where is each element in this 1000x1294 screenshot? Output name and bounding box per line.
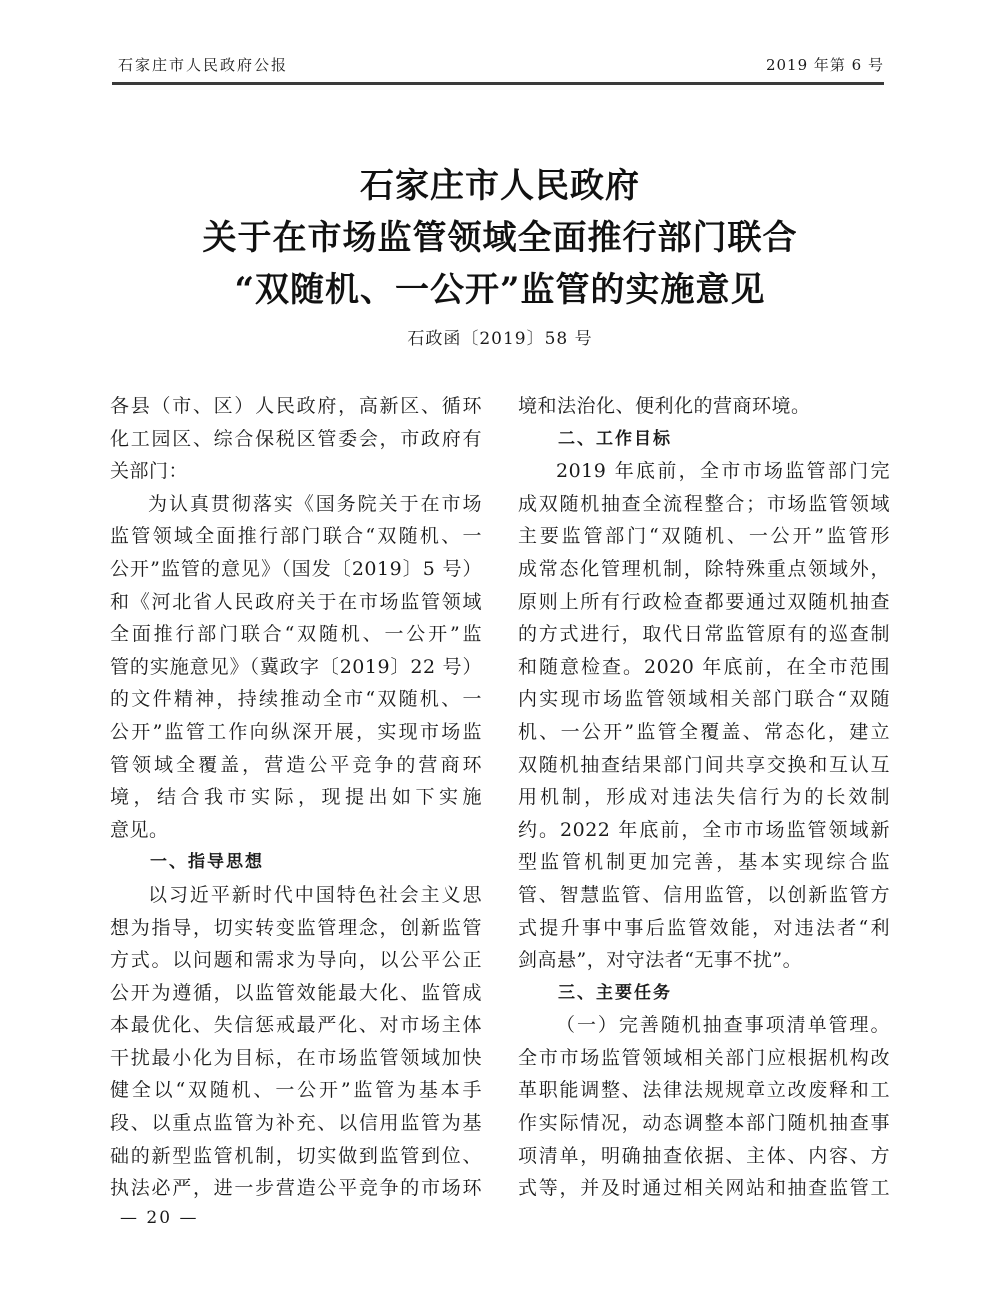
section1-line: 方式。以问题和需求为导向，以公平公正 bbox=[110, 949, 482, 972]
addressee-line: 各县（市、区）人民政府，高新区、循环 bbox=[110, 395, 482, 417]
section2-line: 和随意检查。2020 年底前，在全市范围 bbox=[518, 655, 890, 678]
section-heading-work-goals: 二、工作目标 bbox=[558, 428, 672, 449]
section2-line: 用机制，形成对违法失信行为的长效制 bbox=[518, 786, 890, 809]
section2-line: 约。2022 年底前，全市市场监管领域新 bbox=[518, 818, 890, 841]
section2-line: 成常态化管理机制，除特殊重点领域外， bbox=[518, 557, 890, 580]
section2-line: 原则上所有行政检查都要通过双随机抽查 bbox=[518, 590, 890, 613]
intro-line: 管领域全覆盖，营造公平竞争的营商环 bbox=[110, 753, 482, 776]
section1-line: 础的新型监管机制，切实做到监管到位、 bbox=[110, 1144, 482, 1167]
intro-line: 管的实施意见》（冀政字〔2019〕22 号） bbox=[110, 655, 482, 678]
section2-line: 管、智慧监管、信用监管，以创新监管方 bbox=[518, 883, 890, 906]
section3-line: 项清单，明确抽查依据、主体、内容、方 bbox=[518, 1144, 890, 1167]
header-divider bbox=[112, 82, 884, 85]
section3-line: 全市市场监管领域相关部门应根据机构改 bbox=[518, 1046, 890, 1069]
page-number: — 20 — bbox=[120, 1208, 199, 1228]
section3-line: 作实际情况，动态调整本部门随机抽查事 bbox=[518, 1112, 890, 1135]
title-line-2: 关于在市场监管领域全面推行部门联合 bbox=[202, 218, 798, 258]
continuation-line: 境和法治化、便利化的营商环境。 bbox=[518, 395, 811, 417]
intro-line: 全面推行部门联合“双随机、一公开”监 bbox=[110, 623, 482, 646]
intro-line: 为认真贯彻落实《国务院关于在市场 bbox=[148, 492, 482, 515]
section-heading-main-tasks: 三、主要任务 bbox=[558, 982, 672, 1003]
section2-line: 式提升事中事后监管效能，对违法者“利 bbox=[518, 916, 890, 939]
section1-line: 干扰最小化为目标，在市场监管领域加快 bbox=[110, 1046, 482, 1069]
addressee-line: 关部门： bbox=[110, 460, 189, 483]
section2-line: 型监管机制更加完善，基本实现综合监 bbox=[518, 851, 890, 874]
document-number: 石政函〔2019〕58 号 bbox=[407, 329, 593, 349]
section-heading-guiding-ideology: 一、指导思想 bbox=[150, 852, 264, 873]
section2-line: 2019 年底前，全市市场监管部门完 bbox=[556, 460, 890, 483]
section1-line: 执法必严，进一步营造公平竞争的市场环 bbox=[110, 1177, 482, 1200]
section2-line: 剑高悬”，对守法者“无事不扰”。 bbox=[518, 949, 803, 972]
intro-line: 意见。 bbox=[110, 818, 169, 841]
section2-line: 的方式进行，取代日常监管原有的巡查制 bbox=[518, 623, 890, 646]
section2-line: 内实现市场监管领域相关部门联合“双随 bbox=[518, 688, 890, 711]
addressee-line: 化工园区、综合保税区管委会，市政府有 bbox=[110, 427, 482, 450]
publication-name: 石家庄市人民政府公报 bbox=[118, 56, 289, 74]
left-column bbox=[110, 390, 482, 1205]
section2-line: 成双随机抽查全流程整合；市场监管领域 bbox=[518, 492, 890, 515]
right-column bbox=[518, 390, 890, 1205]
title-line-1: 石家庄市人民政府 bbox=[360, 166, 640, 206]
section1-line: 想为指导，切实转变监管理念，创新监管 bbox=[110, 916, 482, 939]
section3-line: （一）完善随机抽查事项清单管理。 bbox=[556, 1014, 890, 1037]
intro-line: 监管领域全面推行部门联合“双随机、一 bbox=[110, 525, 482, 548]
section1-line: 公开为遵循，以监管效能最大化、监管成 bbox=[110, 981, 482, 1004]
intro-line: 的文件精神，持续推动全市“双随机、一 bbox=[110, 688, 482, 711]
section1-line: 本最优化、失信惩戒最严化、对市场主体 bbox=[110, 1014, 482, 1037]
section2-line: 主要监管部门“双随机、一公开”监管形 bbox=[518, 525, 890, 548]
section3-line: 式等，并及时通过相关网站和抽查监管工 bbox=[518, 1177, 890, 1200]
intro-line: 公开”监管的意见》（国发〔2019〕5 号） bbox=[110, 557, 482, 580]
intro-line: 公开”监管工作向纵深开展，实现市场监 bbox=[110, 720, 482, 743]
issue-number: 2019 年第 6 号 bbox=[765, 56, 884, 74]
section2-line: 双随机抽查结果部门间共享交换和互认互 bbox=[518, 753, 890, 776]
running-header bbox=[118, 48, 884, 76]
title-line-3: “双随机、一公开”监管的实施意见 bbox=[234, 270, 766, 310]
section3-line: 革职能调整、法律法规规章立改废释和工 bbox=[518, 1079, 890, 1102]
section1-line: 段、以重点监管为补充、以信用监管为基 bbox=[110, 1112, 482, 1135]
section1-line: 以习近平新时代中国特色社会主义思 bbox=[148, 883, 482, 906]
intro-line: 境，结合我市实际，现提出如下实施 bbox=[110, 786, 482, 809]
section2-line: 机、一公开”监管全覆盖、常态化，建立 bbox=[518, 720, 890, 743]
intro-line: 和《河北省人民政府关于在市场监管领域 bbox=[110, 590, 482, 613]
document-title bbox=[0, 160, 1000, 316]
section1-line: 健全以“双随机、一公开”监管为基本手 bbox=[110, 1079, 482, 1102]
